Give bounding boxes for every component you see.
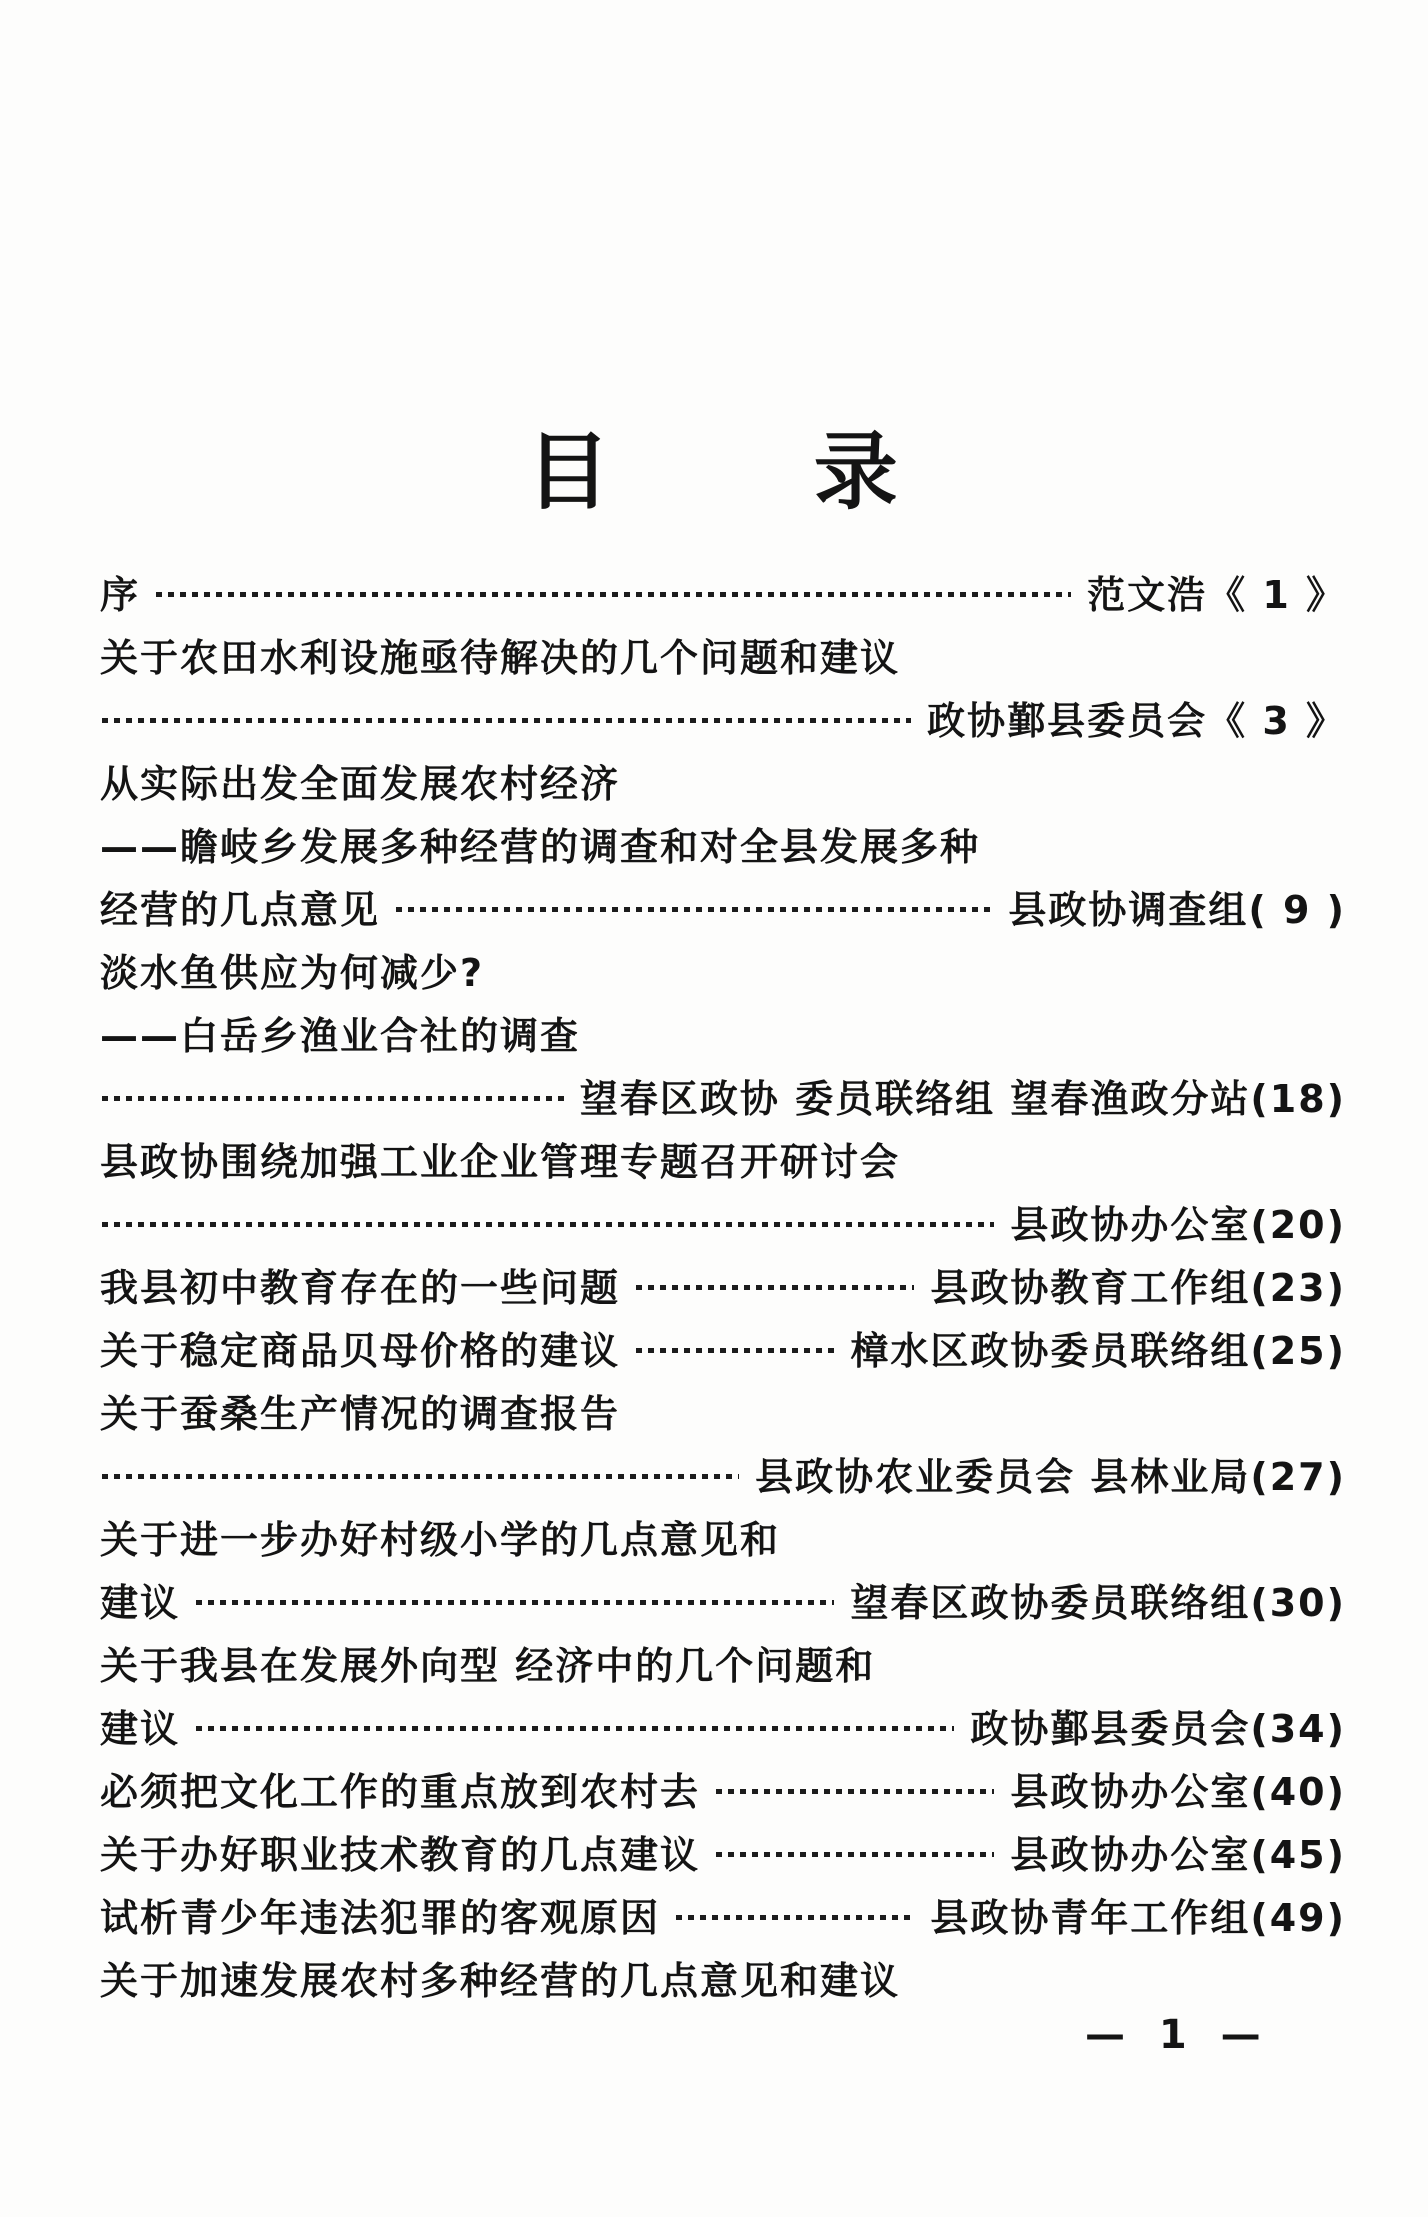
entry-subtitle: ——白岳乡渔业合社的调查 [100, 1014, 581, 1058]
entry-source-page: 望春区政协委员联络组(30) [850, 1581, 1346, 1625]
entry-title: 关于我县在发展外向型 经济中的几个问题和 [100, 1644, 876, 1688]
dot-leader [716, 1852, 994, 1857]
entry-source-page: 政协鄞县委员会《 3 》 [927, 699, 1346, 743]
page-title: 目 录 [526, 423, 902, 521]
toc-entry [100, 1568, 1346, 1631]
entry-title: 关于进一步办好村级小学的几点意见和 [100, 1518, 781, 1562]
entry-title: 我县初中教育存在的一些问题 [100, 1266, 621, 1310]
toc-entry [100, 1316, 1346, 1379]
entry-subtitle: ——瞻岐乡发展多种经营的调查和对全县发展多种 [100, 825, 981, 869]
dot-leader [102, 1222, 994, 1227]
entry-source-page: 县政协办公室(20) [1010, 1203, 1346, 1247]
toc-entry [100, 1442, 1346, 1505]
entry-source-page: 县政协调查组( 9 ) [1008, 888, 1346, 932]
entry-title: 关于蚕桑生产情况的调查报告 [100, 1392, 621, 1436]
page-number: — 1 — [1085, 2012, 1271, 2058]
dot-leader [156, 592, 1071, 597]
entry-source-page: 望春区政协 委员联络组 望春渔政分站(18) [579, 1077, 1346, 1121]
entry-source-page: 樟水区政协委员联络组(25) [850, 1329, 1346, 1373]
toc-entry [100, 1253, 1346, 1316]
toc-entry [100, 875, 1346, 938]
toc-entry [100, 686, 1346, 749]
entry-title: 关于办好职业技术教育的几点建议 [100, 1833, 701, 1877]
entry-title: 序 [100, 573, 141, 617]
dot-leader [102, 718, 911, 723]
dot-leader [636, 1285, 914, 1290]
dot-leader [636, 1348, 834, 1353]
entry-title: 经营的几点意见 [100, 888, 381, 932]
toc-entry [100, 623, 1346, 686]
toc-entry [100, 1946, 1346, 2009]
toc-entry [100, 812, 1346, 875]
toc-entry [100, 1694, 1346, 1757]
entry-title: 建议 [100, 1581, 181, 1625]
toc-entry [100, 1127, 1346, 1190]
entry-source-page: 范文浩《 1 》 [1087, 573, 1346, 617]
entry-source-page: 县政协办公室(45) [1010, 1833, 1346, 1877]
entry-source-page: 政协鄞县委员会(34) [970, 1707, 1346, 1751]
entry-title: 淡水鱼供应为何减少? [100, 951, 485, 995]
dot-leader [102, 1474, 739, 1479]
entry-title: 关于农田水利设施亟待解决的几个问题和建议 [100, 636, 901, 680]
entry-source-page: 县政协教育工作组(23) [930, 1266, 1346, 1310]
entry-title: 必须把文化工作的重点放到农村去 [100, 1770, 701, 1814]
toc-entry [100, 1505, 1346, 1568]
dot-leader [196, 1600, 834, 1605]
toc-entry [100, 1379, 1346, 1442]
entry-source-page: 县政协办公室(40) [1010, 1770, 1346, 1814]
dot-leader [196, 1726, 954, 1731]
toc-entry [100, 560, 1346, 623]
toc-entry [100, 1064, 1346, 1127]
entry-title: 建议 [100, 1707, 181, 1751]
toc-entry [100, 938, 1346, 1001]
toc-entry [100, 1820, 1346, 1883]
entry-source-page: 县政协农业委员会 县林业局(27) [755, 1455, 1346, 1499]
entry-title: 从实际出发全面发展农村经济 [100, 762, 621, 806]
entry-title: 县政协围绕加强工业企业管理专题召开研讨会 [100, 1140, 901, 1184]
toc-entry [100, 1757, 1346, 1820]
toc-entry [100, 1190, 1346, 1253]
entry-title: 关于加速发展农村多种经营的几点意见和建议 [100, 1959, 901, 2003]
toc-entry [100, 1883, 1346, 1946]
entry-source-page: 县政协青年工作组(49) [930, 1896, 1346, 1940]
dot-leader [716, 1789, 994, 1794]
dot-leader [102, 1096, 564, 1101]
dot-leader [396, 907, 992, 912]
entry-title: 试析青少年违法犯罪的客观原因 [100, 1896, 661, 1940]
table-of-contents [100, 560, 1346, 2009]
toc-entry [100, 1631, 1346, 1694]
toc-entry [100, 749, 1346, 812]
dot-leader [676, 1915, 914, 1920]
toc-entry [100, 1001, 1346, 1064]
entry-title: 关于稳定商品贝母价格的建议 [100, 1329, 621, 1373]
